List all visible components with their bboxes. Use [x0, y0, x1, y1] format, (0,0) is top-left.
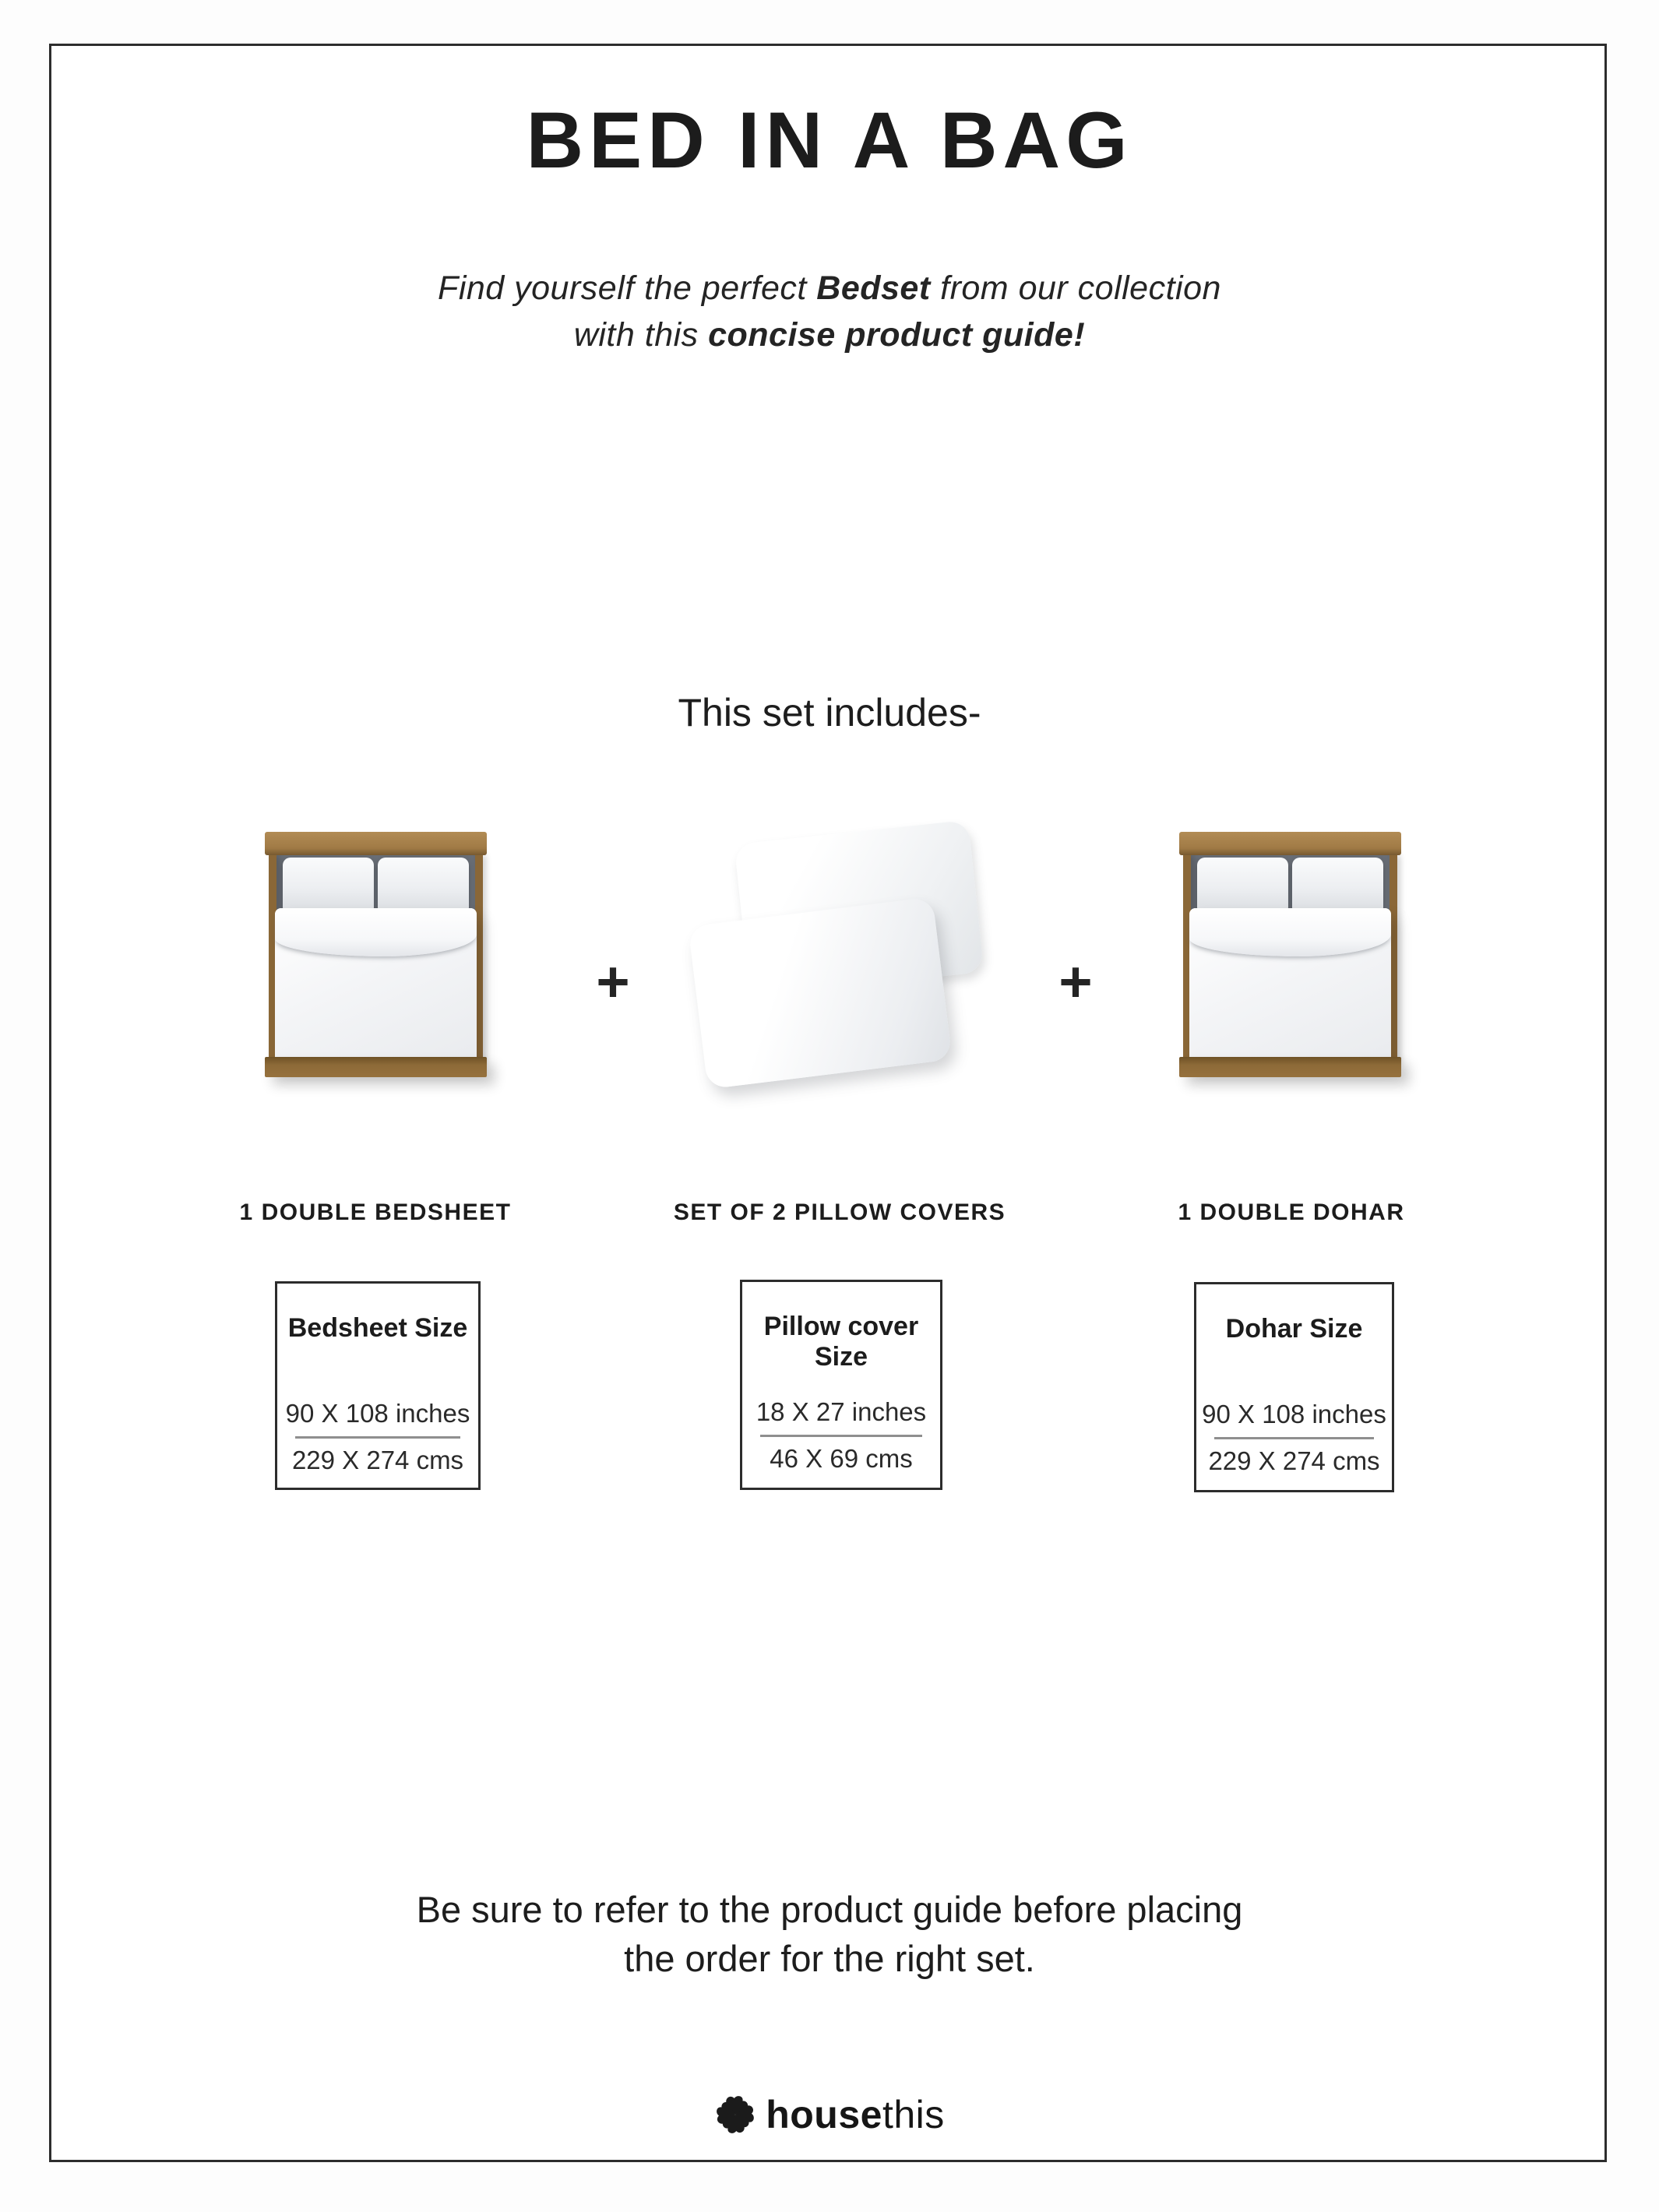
- subtitle-line-2: with this concise product guide!: [573, 316, 1086, 354]
- dohar-size-box: [1194, 1282, 1394, 1492]
- bed-footboard: [1179, 1057, 1401, 1077]
- brand-logo: [0, 2092, 1659, 2137]
- size-box-title: Bedsheet Size: [287, 1313, 468, 1343]
- item-label-bedsheet: 1 DOUBLE BEDSHEET: [239, 1199, 512, 1225]
- bedsheet-size-box: [275, 1281, 481, 1490]
- bed-sheet-fold: [1189, 908, 1391, 956]
- footer-note-line-1: Be sure to refer to the product guide before placing: [416, 1889, 1243, 1930]
- bed-headboard: [1179, 832, 1401, 855]
- size-inches: 90 X 108 inches: [1202, 1400, 1386, 1428]
- size-cms: 46 X 69 cms: [770, 1444, 913, 1473]
- bed-footboard: [265, 1057, 487, 1077]
- plus-icon: +: [596, 949, 630, 1014]
- size-inches: 18 X 27 inches: [756, 1397, 927, 1426]
- bed-pillow-left: [283, 858, 374, 915]
- brand-name: housethis: [766, 2093, 945, 2136]
- footer-note-line-2: the order for the right set.: [624, 1938, 1035, 1979]
- size-divider: [760, 1435, 922, 1437]
- bedsheet-illustration: [265, 832, 487, 1077]
- bed-pillow-left: [1197, 858, 1288, 915]
- footer-note: [0, 1885, 1659, 1983]
- item-label-dohar: 1 DOUBLE DOHAR: [1178, 1199, 1405, 1225]
- subtitle-line-1: Find yourself the perfect Bedset from our collection: [438, 269, 1221, 307]
- pillow-front: [688, 897, 952, 1090]
- pillow-cover-size-box: [740, 1280, 942, 1490]
- dohar-illustration: [1179, 832, 1401, 1077]
- bed-pillow-right: [378, 858, 469, 915]
- plus-icon: +: [1058, 949, 1093, 1014]
- item-label-pillow-covers: SET OF 2 PILLOW COVERS: [673, 1199, 1006, 1225]
- bed-headboard: [265, 832, 487, 855]
- size-box-title: Pillow cover Size: [763, 1312, 919, 1372]
- size-box-title: Dohar Size: [1225, 1314, 1363, 1344]
- size-cms: 229 X 274 cms: [1208, 1446, 1380, 1475]
- pillow-covers-illustration: [697, 827, 981, 1122]
- size-cms: 229 X 274 cms: [291, 1446, 464, 1474]
- size-inches: 90 X 108 inches: [285, 1399, 470, 1428]
- set-includes-heading: This set includes-: [678, 691, 981, 734]
- page-subtitle: [0, 265, 1659, 358]
- size-divider: [295, 1436, 460, 1439]
- page-title: BED IN A BAG: [526, 96, 1133, 185]
- bed-sheet-fold: [275, 908, 477, 956]
- size-divider: [1214, 1437, 1375, 1439]
- clover-pinwheel-icon: [714, 2094, 756, 2136]
- bed-pillow-right: [1292, 858, 1383, 915]
